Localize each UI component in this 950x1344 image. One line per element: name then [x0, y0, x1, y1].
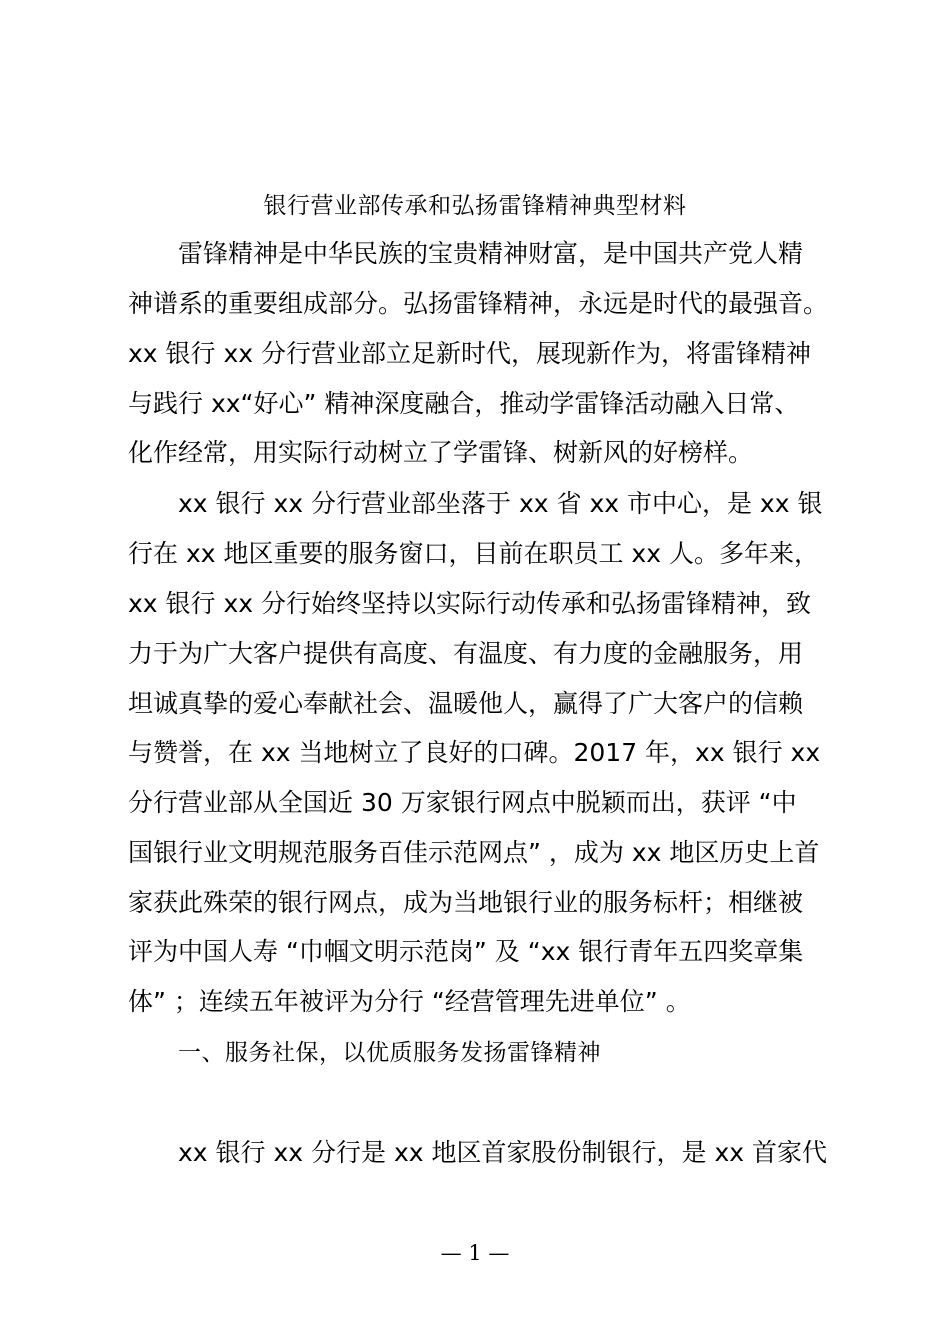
paragraph-1-line-2: 神谱系的重要组成部分。弘扬雷锋精神，永远是时代的最强音。 [128, 289, 829, 318]
section-heading: 一、服务社保，以优质服务发扬雷锋精神 [178, 1040, 601, 1066]
document-title: 银行营业部传承和弘扬雷锋精神典型材料 [263, 193, 687, 219]
paragraph-2-line-6: 与赞誉，在 xx 当地树立了良好的口碑。2017 年，xx 银行 xx [128, 738, 821, 767]
paragraph-1-line-3: xx 银行 xx 分行营业部立足新时代，展现新作为，将雷锋精神 [128, 339, 812, 368]
paragraph-1-line-4: 与践行 xx“好心” 精神深度融合，推动学雷锋活动融入日常、 [128, 389, 800, 418]
paragraph-2-line-9: 家获此殊荣的银行网点，成为当地银行业的服务标杆；相继被 [128, 888, 804, 917]
paragraph-2-line-11: 体” ；连续五年被评为分行 “经营管理先进单位” 。 [128, 987, 691, 1016]
page-number: — 1 — [440, 1241, 510, 1265]
paragraph-2-line-7: 分行营业部从全国近 30 万家银行网点中脱颖而出，获评 “中 [128, 788, 797, 817]
paragraph-2-line-5: 坦诚真挚的爱心奉献社会、温暖他人，赢得了广大客户的信赖 [128, 689, 804, 718]
paragraph-3-line-1: xx 银行 xx 分行是 xx 地区首家股份制银行，是 xx 首家代 [178, 1138, 827, 1167]
paragraph-2-line-3: xx 银行 xx 分行始终坚持以实际行动传承和弘扬雷锋精神，致 [128, 589, 812, 618]
paragraph-2-line-8: 国银行业文明规范服务百佳示范网点” ，成为 xx 地区历史上首 [128, 838, 820, 867]
paragraph-2-line-4: 力于为广大客户提供有高度、有温度、有力度的金融服务，用 [128, 639, 804, 668]
paragraph-2-line-2: 行在 xx 地区重要的服务窗口，目前在职员工 xx 人。多年来， [128, 539, 819, 568]
paragraph-2-line-10: 评为中国人寿 “巾帼文明示范岗” 及 “xx 银行青年五四奖章集 [128, 937, 804, 966]
paragraph-2-line-1: xx 银行 xx 分行营业部坐落于 xx 省 xx 市中心，是 xx 银 [178, 489, 823, 518]
paragraph-1-line-5: 化作经常，用实际行动树立了学雷锋、树新风的好榜样。 [128, 438, 754, 467]
paragraph-1-line-1: 雷锋精神是中华民族的宝贵精神财富，是中国共产党人精 [178, 239, 804, 268]
